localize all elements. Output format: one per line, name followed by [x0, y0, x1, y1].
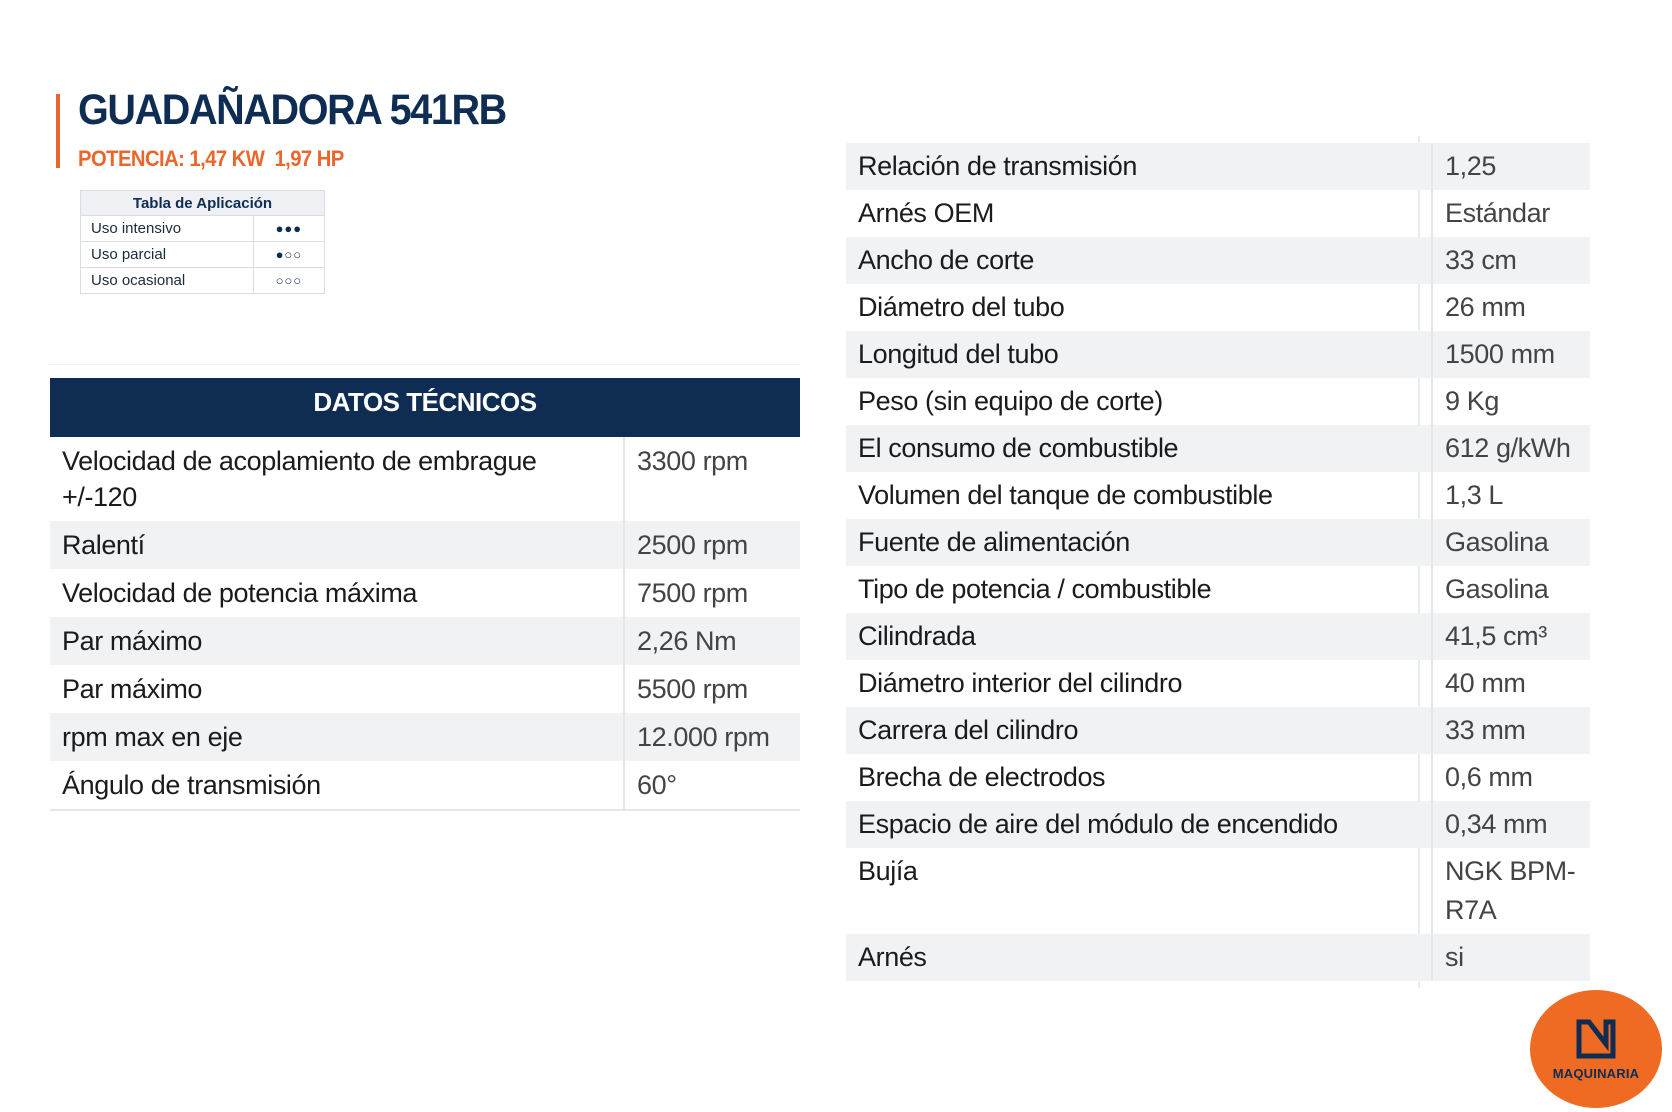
spec-label: Velocidad de acoplamiento de embrague +/-120 [62, 446, 537, 512]
spec-label: Ángulo de transmisión [50, 761, 624, 810]
spec-label: Peso (sin equipo de corte) [858, 386, 1163, 416]
table-row [50, 617, 800, 665]
spec-label: Cilindrada [846, 613, 1432, 660]
spec-value: 0,6 mm [1432, 754, 1590, 801]
spec-label: Par máximo [62, 674, 203, 704]
application-label: Uso parcial [81, 242, 254, 268]
table-row [50, 665, 800, 713]
spec-label: Ralentí [50, 521, 624, 569]
spec-label: Arnés OEM [858, 198, 994, 228]
spec-value: si [1432, 934, 1590, 981]
spec-value: 1,3 L [1432, 472, 1590, 519]
table-row [846, 425, 1590, 472]
power-subtitle: POTENCIA: 1,47 KW 1,97 HP [78, 146, 344, 171]
spec-value: 5500 rpm [624, 665, 800, 713]
application-table-header: Tabla de Aplicación [81, 191, 325, 216]
spec-label: Ancho de corte [846, 237, 1432, 284]
spec-value: 26 mm [1432, 284, 1590, 331]
ln-maquinaria-logo [1530, 990, 1662, 1108]
table-row [50, 437, 800, 521]
spec-label: Fuente de alimentación [846, 519, 1432, 566]
table-row [846, 660, 1590, 707]
table-row [50, 713, 800, 761]
specs-table [846, 143, 1590, 981]
spec-value: 2,26 Nm [624, 617, 800, 665]
spec-label: Diámetro interior del cilindro [858, 668, 1183, 698]
table-row [846, 378, 1590, 425]
ln-monogram-icon [1573, 1018, 1619, 1064]
spec-label: Volumen del tanque de combustible [858, 480, 1273, 510]
table-row [846, 613, 1590, 660]
spec-label: El consumo de combustible [846, 425, 1432, 472]
spec-value: 2500 rpm [624, 521, 800, 569]
application-label: Uso ocasional [81, 268, 254, 294]
page-title: GUADAÑADORA 541RB [78, 86, 506, 134]
spec-value: NGK BPM-R7A [1432, 848, 1590, 934]
table-row [846, 848, 1590, 934]
application-dots: ●○○ [253, 242, 324, 268]
spec-value: 1,25 [1432, 143, 1590, 190]
spec-value: 3300 rpm [624, 437, 800, 521]
spec-label: rpm max en eje [50, 713, 624, 761]
spec-value: 9 Kg [1432, 378, 1590, 425]
spec-value: 0,34 mm [1432, 801, 1590, 848]
spec-label: Velocidad de potencia máxima [62, 578, 418, 608]
application-dots: ○○○ [253, 268, 324, 294]
spec-value: 612 g/kWh [1432, 425, 1590, 472]
spec-value: 12.000 rpm [624, 713, 800, 761]
table-row [846, 934, 1590, 981]
spec-label: Longitud del tubo [846, 331, 1432, 378]
spec-label: Espacio de aire del módulo de encendido [846, 801, 1432, 848]
spec-label: Par máximo [50, 617, 624, 665]
spec-value: 40 mm [1432, 660, 1590, 707]
table-row [50, 761, 800, 810]
table-row [846, 566, 1590, 613]
application-row [81, 242, 325, 268]
spec-label: Relación de transmisión [846, 143, 1432, 190]
datos-tecnicos-table [50, 378, 800, 811]
table-row [50, 569, 800, 617]
table-row [846, 707, 1590, 754]
application-label: Uso intensivo [81, 216, 254, 242]
spec-label: Arnés [846, 934, 1432, 981]
title-accent-bar [56, 94, 60, 168]
table-row [846, 519, 1590, 566]
spec-label: Brecha de electrodos [858, 762, 1106, 792]
spec-value: 60° [624, 761, 800, 810]
section-divider [48, 364, 800, 365]
datos-tecnicos-banner: DATOS TÉCNICOS [50, 378, 800, 437]
spec-label: Carrera del cilindro [846, 707, 1432, 754]
spec-value: 41,5 cm³ [1432, 613, 1590, 660]
application-dots: ●●● [253, 216, 324, 242]
spec-value: 7500 rpm [624, 569, 800, 617]
table-row [846, 284, 1590, 331]
spec-label: Bujía [858, 856, 918, 886]
application-table [80, 190, 325, 294]
table-row [846, 801, 1590, 848]
logo-text: MAQUINARIA [1552, 1065, 1640, 1081]
table-row [846, 237, 1590, 284]
table-row [50, 521, 800, 569]
table-row [846, 143, 1590, 190]
spec-value: 33 mm [1432, 707, 1590, 754]
spec-label: Tipo de potencia / combustible [858, 574, 1212, 604]
application-row [81, 268, 325, 294]
table-row [846, 190, 1590, 237]
spec-value: 1500 mm [1432, 331, 1590, 378]
spec-value: 33 cm [1432, 237, 1590, 284]
table-row [846, 472, 1590, 519]
table-row [846, 331, 1590, 378]
table-row [846, 754, 1590, 801]
spec-label: Diámetro del tubo [858, 292, 1065, 322]
spec-value: Gasolina [1432, 519, 1590, 566]
application-row [81, 216, 325, 242]
spec-value: Estándar [1432, 190, 1590, 237]
spec-value: Gasolina [1432, 566, 1590, 613]
